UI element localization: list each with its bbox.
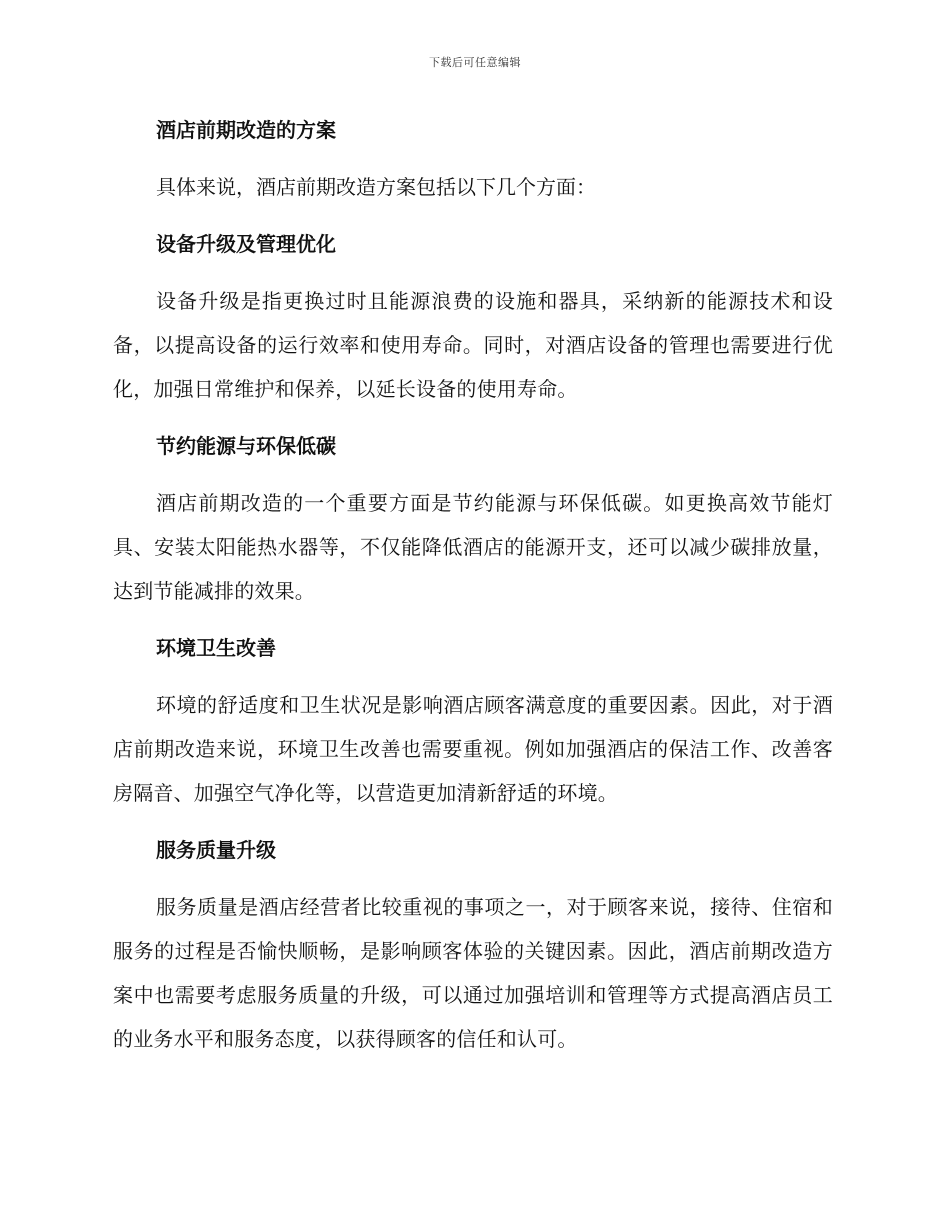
- section-heading-service: 服务质量升级: [156, 838, 276, 862]
- document-body: [113, 108, 833, 1061]
- section-heading-equipment: 设备升级及管理优化: [156, 232, 336, 256]
- header-note: 下载后可任意编辑: [429, 56, 521, 69]
- document-title: 酒店前期改造的方案: [156, 118, 336, 142]
- section-body-service: 服务质量是酒店经营者比较重视的事项之一，对于顾客来说，接待、住宿和服务的过程是否愉快顺畅，是影响顾客体验的关键因素。因此，酒店前期改造方案中也需要考虑服务质量的升级，可以通过加强培训和管理等方式提高酒店员工的业务水平和服务态度，以获得顾客的信任和认可。: [113, 895, 833, 1051]
- section-body-energy: 酒店前期改造的一个重要方面是节约能源与环保低碳。如更换高效节能灯具、安装太阳能热水器等，不仅能降低酒店的能源开支，还可以减少碳排放量，达到节能减排的效果。: [113, 491, 833, 603]
- section-heading-energy: 节约能源与环保低碳: [156, 434, 336, 458]
- intro-paragraph: 具体来说，酒店前期改造方案包括以下几个方面：: [156, 175, 596, 199]
- section-body-equipment: 设备升级是指更换过时且能源浪费的设施和器具，采纳新的能源技术和设备，以提高设备的运行效率和使用寿命。同时，对酒店设备的管理也需要进行优化，加强日常维护和保养，以延长设备的使用寿命。: [113, 289, 833, 401]
- section-heading-hygiene: 环境卫生改善: [156, 636, 276, 660]
- section-body-hygiene: 环境的舒适度和卫生状况是影响酒店顾客满意度的重要因素。因此，对于酒店前期改造来说，环境卫生改善也需要重视。例如加强酒店的保洁工作、改善客房隔音、加强空气净化等，以营造更加清新舒适的环境。: [113, 693, 833, 805]
